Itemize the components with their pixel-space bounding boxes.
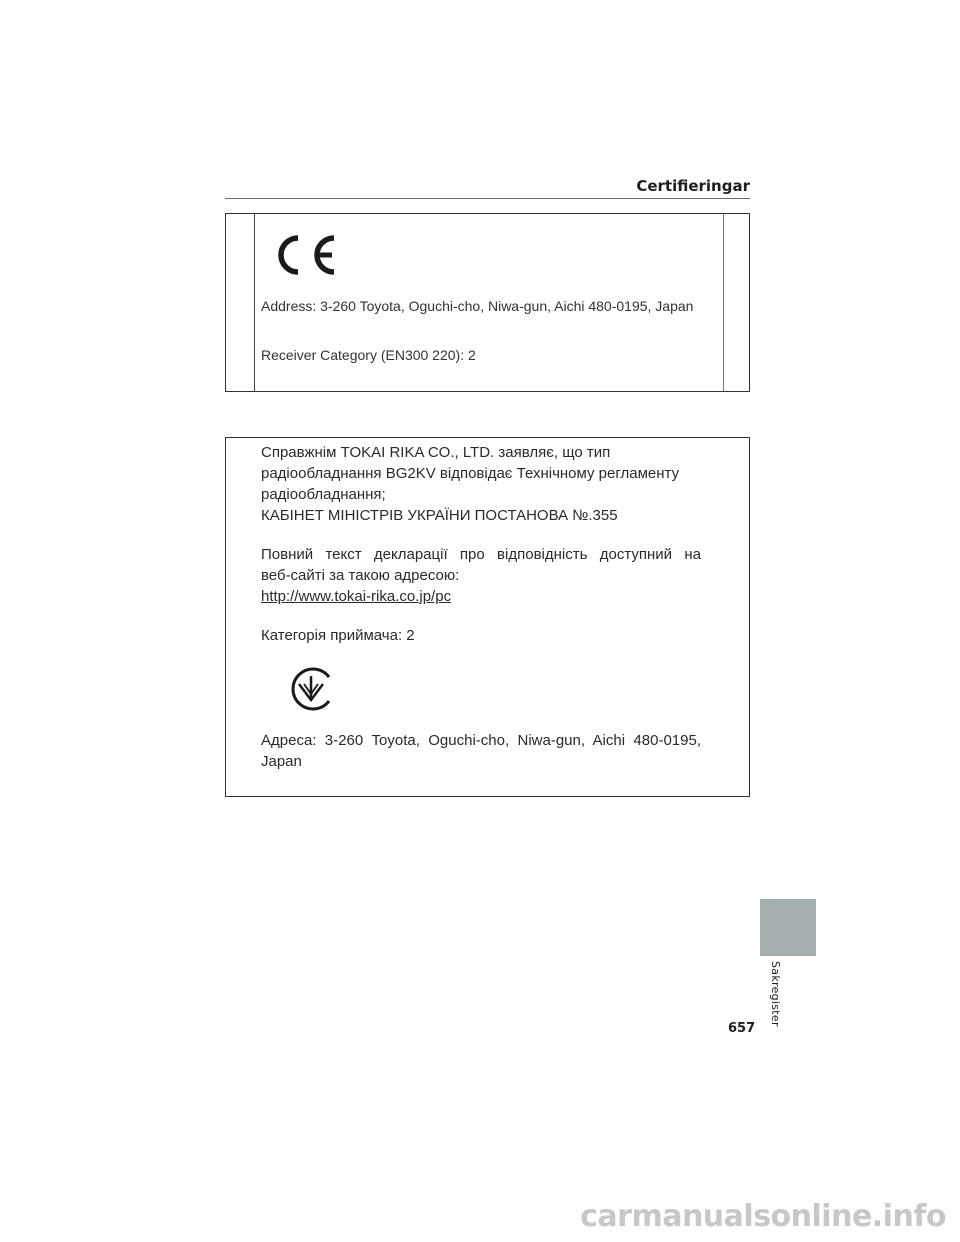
box-inner-left-line (254, 214, 255, 391)
address-line: Адреса: 3-260 Toyota, Oguchi-cho, Niwa-gun, Aichi 480-0195, (261, 732, 701, 749)
manufacturer-address: Address: 3-260 Toyota, Oguchi-cho, Niwa-gun, Aichi 480-0195, Japan (261, 298, 694, 314)
ukraine-conformity-mark-icon (286, 664, 336, 714)
ukraine-declaration-box (225, 437, 750, 797)
declaration-line: радіообладнання; (261, 486, 386, 503)
address-line: Japan (261, 753, 302, 770)
full-text-line: веб-сайті за такою адресою: (261, 567, 460, 584)
box-inner-right-line (723, 214, 724, 391)
ce-declaration-box (225, 213, 750, 392)
address-ua (261, 730, 701, 772)
watermark: carmanualsonline.info (580, 1199, 946, 1234)
declaration-line: Справжнім TOKAI RIKA CO., LTD. заявляє, що тип (261, 444, 611, 461)
page-number: 657 (728, 1021, 756, 1036)
declaration-text (261, 442, 701, 646)
header-divider (225, 198, 750, 199)
receiver-category-ua: Категорія приймача: 2 (261, 627, 415, 644)
section-title: Certifieringar (636, 177, 750, 195)
section-tab-label: Sakregister (769, 961, 782, 1027)
section-tab[interactable] (760, 899, 816, 956)
declaration-line: КАБІНЕТ МІНІСТРІВ УКРАЇНИ ПОСТАНОВА №.355 (261, 507, 618, 524)
ce-mark-icon (268, 231, 340, 279)
full-text-line: Повний текст декларації про відповідність доступний на (261, 546, 701, 563)
declaration-line: радіообладнання BG2KV відповідає Технічному регламенту (261, 465, 680, 482)
receiver-category: Receiver Category (EN300 220): 2 (261, 347, 476, 363)
declaration-url-link[interactable]: http://www.tokai-rika.co.jp/pc (261, 588, 452, 605)
